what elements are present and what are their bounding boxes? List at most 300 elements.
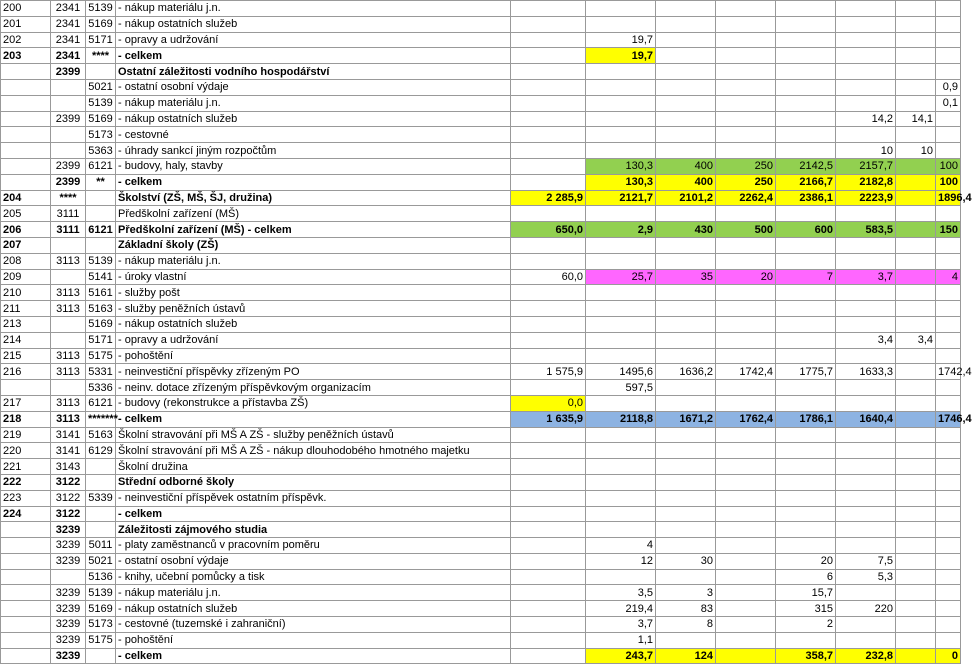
item-cell[interactable]: 5161 xyxy=(86,285,116,301)
value-cell[interactable] xyxy=(656,143,716,159)
value-cell[interactable] xyxy=(511,380,586,396)
value-cell[interactable] xyxy=(896,601,936,617)
paragraph-cell[interactable]: 3122 xyxy=(51,474,86,490)
value-cell[interactable]: 1495,6 xyxy=(586,364,656,380)
value-cell[interactable] xyxy=(656,32,716,48)
value-cell[interactable] xyxy=(776,143,836,159)
description-cell[interactable]: - neinvestiční příspěvky zřízeným PO xyxy=(116,364,511,380)
value-cell[interactable] xyxy=(936,538,961,554)
row-number-cell[interactable]: 211 xyxy=(1,301,51,317)
value-cell[interactable] xyxy=(836,632,896,648)
value-cell[interactable] xyxy=(716,443,776,459)
description-cell[interactable]: - nákup materiálu j.n. xyxy=(116,253,511,269)
value-cell[interactable]: 2121,7 xyxy=(586,190,656,206)
value-cell[interactable]: 597,5 xyxy=(586,380,656,396)
value-cell[interactable] xyxy=(936,253,961,269)
value-cell[interactable] xyxy=(896,506,936,522)
value-cell[interactable] xyxy=(586,569,656,585)
value-cell[interactable] xyxy=(511,617,586,633)
value-cell[interactable] xyxy=(586,490,656,506)
value-cell[interactable] xyxy=(511,237,586,253)
value-cell[interactable] xyxy=(776,474,836,490)
paragraph-cell[interactable]: 3111 xyxy=(51,206,86,222)
value-cell[interactable] xyxy=(716,427,776,443)
value-cell[interactable]: 232,8 xyxy=(836,648,896,664)
value-cell[interactable]: 14,2 xyxy=(836,111,896,127)
value-cell[interactable] xyxy=(896,301,936,317)
paragraph-cell[interactable]: 2399 xyxy=(51,64,86,80)
description-cell[interactable]: - ostatní osobní výdaje xyxy=(116,79,511,95)
value-cell[interactable] xyxy=(586,127,656,143)
value-cell[interactable] xyxy=(776,285,836,301)
value-cell[interactable] xyxy=(896,16,936,32)
value-cell[interactable] xyxy=(716,143,776,159)
value-cell[interactable] xyxy=(511,538,586,554)
value-cell[interactable] xyxy=(511,64,586,80)
description-cell[interactable]: Školství (ZŠ, MŠ, ŠJ, družina) xyxy=(116,190,511,206)
value-cell[interactable] xyxy=(716,474,776,490)
value-cell[interactable] xyxy=(716,459,776,475)
value-cell[interactable]: 15,7 xyxy=(776,585,836,601)
value-cell[interactable] xyxy=(511,601,586,617)
row-number-cell[interactable] xyxy=(1,158,51,174)
value-cell[interactable] xyxy=(716,506,776,522)
value-cell[interactable]: 130,3 xyxy=(586,158,656,174)
value-cell[interactable] xyxy=(936,474,961,490)
value-cell[interactable] xyxy=(776,490,836,506)
value-cell[interactable]: 7,5 xyxy=(836,553,896,569)
value-cell[interactable] xyxy=(896,395,936,411)
value-cell[interactable] xyxy=(656,64,716,80)
value-cell[interactable] xyxy=(896,617,936,633)
value-cell[interactable] xyxy=(586,459,656,475)
item-cell[interactable]: 5136 xyxy=(86,569,116,585)
value-cell[interactable] xyxy=(511,206,586,222)
value-cell[interactable] xyxy=(776,332,836,348)
item-cell[interactable]: 5169 xyxy=(86,16,116,32)
value-cell[interactable]: 583,5 xyxy=(836,222,896,238)
value-cell[interactable] xyxy=(836,301,896,317)
value-cell[interactable] xyxy=(776,32,836,48)
value-cell[interactable]: 35 xyxy=(656,269,716,285)
value-cell[interactable]: 1640,4 xyxy=(836,411,896,427)
value-cell[interactable] xyxy=(936,427,961,443)
item-cell[interactable]: 6121 xyxy=(86,158,116,174)
value-cell[interactable] xyxy=(716,332,776,348)
description-cell[interactable]: Školní stravování při MŠ A ZŠ - nákup dlouhodobého hmotného majetku xyxy=(116,443,511,459)
value-cell[interactable] xyxy=(656,1,716,17)
item-cell[interactable]: 5141 xyxy=(86,269,116,285)
row-number-cell[interactable]: 216 xyxy=(1,364,51,380)
value-cell[interactable] xyxy=(836,538,896,554)
value-cell[interactable] xyxy=(896,569,936,585)
value-cell[interactable]: 2166,7 xyxy=(776,174,836,190)
value-cell[interactable] xyxy=(896,253,936,269)
item-cell[interactable] xyxy=(86,459,116,475)
value-cell[interactable] xyxy=(836,427,896,443)
item-cell[interactable]: **** xyxy=(86,48,116,64)
value-cell[interactable] xyxy=(511,506,586,522)
paragraph-cell[interactable]: 3239 xyxy=(51,632,86,648)
description-cell[interactable]: - služby pošt xyxy=(116,285,511,301)
value-cell[interactable] xyxy=(716,648,776,664)
paragraph-cell[interactable] xyxy=(51,143,86,159)
value-cell[interactable] xyxy=(511,490,586,506)
value-cell[interactable]: 0 xyxy=(936,648,961,664)
item-cell[interactable]: 5173 xyxy=(86,127,116,143)
paragraph-cell[interactable]: 2341 xyxy=(51,32,86,48)
value-cell[interactable] xyxy=(716,111,776,127)
value-cell[interactable]: 2386,1 xyxy=(776,190,836,206)
value-cell[interactable]: 3,4 xyxy=(836,332,896,348)
value-cell[interactable] xyxy=(716,48,776,64)
value-cell[interactable]: 4 xyxy=(586,538,656,554)
value-cell[interactable] xyxy=(896,64,936,80)
value-cell[interactable] xyxy=(511,253,586,269)
value-cell[interactable] xyxy=(836,380,896,396)
paragraph-cell[interactable]: 3113 xyxy=(51,285,86,301)
value-cell[interactable] xyxy=(896,522,936,538)
value-cell[interactable] xyxy=(511,48,586,64)
paragraph-cell[interactable]: 3239 xyxy=(51,601,86,617)
row-number-cell[interactable]: 202 xyxy=(1,32,51,48)
description-cell[interactable]: - celkem xyxy=(116,648,511,664)
row-number-cell[interactable]: 222 xyxy=(1,474,51,490)
value-cell[interactable] xyxy=(836,127,896,143)
paragraph-cell[interactable]: 3141 xyxy=(51,427,86,443)
paragraph-cell[interactable]: 2341 xyxy=(51,1,86,17)
value-cell[interactable] xyxy=(716,553,776,569)
value-cell[interactable] xyxy=(776,127,836,143)
row-number-cell[interactable]: 214 xyxy=(1,332,51,348)
item-cell[interactable]: 6129 xyxy=(86,443,116,459)
value-cell[interactable] xyxy=(511,632,586,648)
paragraph-cell[interactable] xyxy=(51,79,86,95)
value-cell[interactable] xyxy=(716,395,776,411)
value-cell[interactable] xyxy=(776,64,836,80)
value-cell[interactable] xyxy=(836,474,896,490)
value-cell[interactable] xyxy=(656,490,716,506)
value-cell[interactable] xyxy=(896,474,936,490)
paragraph-cell[interactable]: 3113 xyxy=(51,364,86,380)
row-number-cell[interactable]: 207 xyxy=(1,237,51,253)
description-cell[interactable]: Předškolní zařízení (MŠ) xyxy=(116,206,511,222)
value-cell[interactable] xyxy=(586,316,656,332)
row-number-cell[interactable] xyxy=(1,174,51,190)
row-number-cell[interactable] xyxy=(1,522,51,538)
description-cell[interactable]: - cestovné (tuzemské i zahraniční) xyxy=(116,617,511,633)
value-cell[interactable] xyxy=(716,32,776,48)
value-cell[interactable]: 150 xyxy=(936,222,961,238)
value-cell[interactable] xyxy=(896,285,936,301)
item-cell[interactable]: 6121 xyxy=(86,395,116,411)
value-cell[interactable] xyxy=(586,395,656,411)
description-cell[interactable]: Ostatní záležitosti vodního hospodářství xyxy=(116,64,511,80)
value-cell[interactable] xyxy=(776,459,836,475)
value-cell[interactable] xyxy=(656,506,716,522)
value-cell[interactable]: 3,7 xyxy=(586,617,656,633)
value-cell[interactable] xyxy=(586,206,656,222)
value-cell[interactable] xyxy=(776,522,836,538)
item-cell[interactable]: 5139 xyxy=(86,95,116,111)
value-cell[interactable] xyxy=(511,443,586,459)
value-cell[interactable] xyxy=(836,506,896,522)
value-cell[interactable] xyxy=(716,16,776,32)
value-cell[interactable]: 1742,4 xyxy=(936,364,961,380)
row-number-cell[interactable]: 201 xyxy=(1,16,51,32)
item-cell[interactable] xyxy=(86,237,116,253)
value-cell[interactable]: 0,1 xyxy=(936,95,961,111)
value-cell[interactable] xyxy=(656,474,716,490)
value-cell[interactable] xyxy=(896,158,936,174)
paragraph-cell[interactable] xyxy=(51,95,86,111)
value-cell[interactable] xyxy=(896,222,936,238)
value-cell[interactable] xyxy=(511,332,586,348)
paragraph-cell[interactable] xyxy=(51,237,86,253)
value-cell[interactable] xyxy=(776,316,836,332)
value-cell[interactable] xyxy=(656,48,716,64)
item-cell[interactable] xyxy=(86,64,116,80)
value-cell[interactable] xyxy=(716,1,776,17)
value-cell[interactable] xyxy=(936,301,961,317)
row-number-cell[interactable] xyxy=(1,601,51,617)
row-number-cell[interactable] xyxy=(1,617,51,633)
paragraph-cell[interactable]: 3141 xyxy=(51,443,86,459)
row-number-cell[interactable]: 215 xyxy=(1,348,51,364)
row-number-cell[interactable]: 209 xyxy=(1,269,51,285)
value-cell[interactable]: 3 xyxy=(656,585,716,601)
value-cell[interactable] xyxy=(716,348,776,364)
description-cell[interactable]: - opravy a udržování xyxy=(116,32,511,48)
value-cell[interactable]: 2 285,9 xyxy=(511,190,586,206)
paragraph-cell[interactable]: 2399 xyxy=(51,158,86,174)
value-cell[interactable] xyxy=(716,316,776,332)
value-cell[interactable]: 430 xyxy=(656,222,716,238)
value-cell[interactable] xyxy=(511,522,586,538)
paragraph-cell[interactable]: 2399 xyxy=(51,174,86,190)
value-cell[interactable] xyxy=(936,459,961,475)
value-cell[interactable] xyxy=(836,95,896,111)
item-cell[interactable]: 5139 xyxy=(86,585,116,601)
paragraph-cell[interactable] xyxy=(51,269,86,285)
value-cell[interactable]: 6 xyxy=(776,569,836,585)
value-cell[interactable] xyxy=(936,1,961,17)
value-cell[interactable]: 2142,5 xyxy=(776,158,836,174)
value-cell[interactable] xyxy=(776,253,836,269)
row-number-cell[interactable]: 208 xyxy=(1,253,51,269)
item-cell[interactable]: 5336 xyxy=(86,380,116,396)
value-cell[interactable]: 219,4 xyxy=(586,601,656,617)
description-cell[interactable]: - nákup ostatních služeb xyxy=(116,111,511,127)
description-cell[interactable]: - celkem xyxy=(116,411,511,427)
value-cell[interactable] xyxy=(896,79,936,95)
value-cell[interactable] xyxy=(586,95,656,111)
paragraph-cell[interactable]: 3113 xyxy=(51,253,86,269)
value-cell[interactable]: 1,1 xyxy=(586,632,656,648)
value-cell[interactable] xyxy=(586,332,656,348)
paragraph-cell[interactable] xyxy=(51,380,86,396)
value-cell[interactable] xyxy=(511,95,586,111)
description-cell[interactable]: - nákup ostatních služeb xyxy=(116,316,511,332)
value-cell[interactable]: 7 xyxy=(776,269,836,285)
value-cell[interactable] xyxy=(511,32,586,48)
description-cell[interactable]: - celkem xyxy=(116,506,511,522)
description-cell[interactable]: - nákup materiálu j.n. xyxy=(116,95,511,111)
value-cell[interactable] xyxy=(511,79,586,95)
value-cell[interactable] xyxy=(896,32,936,48)
row-number-cell[interactable]: 213 xyxy=(1,316,51,332)
description-cell[interactable]: Předškolní zařízení (MŠ) - celkem xyxy=(116,222,511,238)
value-cell[interactable] xyxy=(716,79,776,95)
value-cell[interactable] xyxy=(776,79,836,95)
value-cell[interactable] xyxy=(716,490,776,506)
description-cell[interactable]: - nákup ostatních služeb xyxy=(116,16,511,32)
value-cell[interactable] xyxy=(896,443,936,459)
value-cell[interactable] xyxy=(511,585,586,601)
item-cell[interactable]: 5173 xyxy=(86,617,116,633)
value-cell[interactable]: 3,5 xyxy=(586,585,656,601)
value-cell[interactable] xyxy=(896,269,936,285)
value-cell[interactable] xyxy=(936,395,961,411)
value-cell[interactable]: 1786,1 xyxy=(776,411,836,427)
value-cell[interactable] xyxy=(936,380,961,396)
paragraph-cell[interactable]: 3239 xyxy=(51,648,86,664)
item-cell[interactable]: 5021 xyxy=(86,79,116,95)
value-cell[interactable] xyxy=(656,253,716,269)
paragraph-cell[interactable]: 3239 xyxy=(51,553,86,569)
value-cell[interactable]: 250 xyxy=(716,158,776,174)
value-cell[interactable]: 2,9 xyxy=(586,222,656,238)
value-cell[interactable]: 1633,3 xyxy=(836,364,896,380)
value-cell[interactable] xyxy=(511,459,586,475)
value-cell[interactable]: 2182,8 xyxy=(836,174,896,190)
item-cell[interactable] xyxy=(86,474,116,490)
value-cell[interactable] xyxy=(936,143,961,159)
row-number-cell[interactable]: 223 xyxy=(1,490,51,506)
row-number-cell[interactable] xyxy=(1,569,51,585)
row-number-cell[interactable]: 210 xyxy=(1,285,51,301)
value-cell[interactable] xyxy=(586,427,656,443)
value-cell[interactable]: 2262,4 xyxy=(716,190,776,206)
row-number-cell[interactable] xyxy=(1,648,51,664)
value-cell[interactable] xyxy=(776,395,836,411)
value-cell[interactable] xyxy=(716,285,776,301)
item-cell[interactable]: 5171 xyxy=(86,32,116,48)
paragraph-cell[interactable]: 3113 xyxy=(51,395,86,411)
value-cell[interactable] xyxy=(716,585,776,601)
paragraph-cell[interactable]: 2341 xyxy=(51,48,86,64)
item-cell[interactable]: 5169 xyxy=(86,111,116,127)
value-cell[interactable] xyxy=(586,237,656,253)
value-cell[interactable] xyxy=(656,16,716,32)
value-cell[interactable] xyxy=(836,16,896,32)
value-cell[interactable]: 12 xyxy=(586,553,656,569)
value-cell[interactable] xyxy=(936,348,961,364)
row-number-cell[interactable] xyxy=(1,111,51,127)
value-cell[interactable] xyxy=(936,32,961,48)
value-cell[interactable] xyxy=(511,16,586,32)
value-cell[interactable] xyxy=(656,348,716,364)
paragraph-cell[interactable]: 2341 xyxy=(51,16,86,32)
value-cell[interactable] xyxy=(511,158,586,174)
row-number-cell[interactable]: 203 xyxy=(1,48,51,64)
paragraph-cell[interactable]: 3113 xyxy=(51,348,86,364)
value-cell[interactable] xyxy=(896,459,936,475)
row-number-cell[interactable] xyxy=(1,143,51,159)
description-cell[interactable]: - úhrady sankcí jiným rozpočtům xyxy=(116,143,511,159)
value-cell[interactable] xyxy=(586,1,656,17)
value-cell[interactable] xyxy=(836,490,896,506)
row-number-cell[interactable] xyxy=(1,632,51,648)
item-cell[interactable]: 5331 xyxy=(86,364,116,380)
value-cell[interactable] xyxy=(936,206,961,222)
description-cell[interactable]: - neinv. dotace zřízeným příspěvkovým organizacím xyxy=(116,380,511,396)
value-cell[interactable] xyxy=(586,443,656,459)
value-cell[interactable] xyxy=(896,427,936,443)
value-cell[interactable]: 2 xyxy=(776,617,836,633)
value-cell[interactable] xyxy=(656,301,716,317)
value-cell[interactable] xyxy=(586,253,656,269)
value-cell[interactable] xyxy=(936,506,961,522)
value-cell[interactable] xyxy=(896,237,936,253)
value-cell[interactable] xyxy=(776,506,836,522)
description-cell[interactable]: - budovy, haly, stavby xyxy=(116,158,511,174)
paragraph-cell[interactable] xyxy=(51,316,86,332)
value-cell[interactable] xyxy=(776,632,836,648)
value-cell[interactable] xyxy=(776,111,836,127)
value-cell[interactable] xyxy=(936,522,961,538)
value-cell[interactable]: 1896,4 xyxy=(936,190,961,206)
value-cell[interactable] xyxy=(716,538,776,554)
value-cell[interactable] xyxy=(836,48,896,64)
paragraph-cell[interactable]: 3111 xyxy=(51,222,86,238)
item-cell[interactable]: ** xyxy=(86,174,116,190)
value-cell[interactable]: 30 xyxy=(656,553,716,569)
value-cell[interactable]: 20 xyxy=(776,553,836,569)
value-cell[interactable] xyxy=(511,474,586,490)
value-cell[interactable] xyxy=(511,1,586,17)
paragraph-cell[interactable]: **** xyxy=(51,190,86,206)
value-cell[interactable] xyxy=(836,585,896,601)
value-cell[interactable] xyxy=(656,285,716,301)
item-cell[interactable]: 5163 xyxy=(86,301,116,317)
value-cell[interactable] xyxy=(936,617,961,633)
value-cell[interactable] xyxy=(656,459,716,475)
paragraph-cell[interactable]: 3239 xyxy=(51,522,86,538)
value-cell[interactable] xyxy=(716,569,776,585)
value-cell[interactable] xyxy=(936,237,961,253)
paragraph-cell[interactable]: 3143 xyxy=(51,459,86,475)
value-cell[interactable] xyxy=(776,538,836,554)
row-number-cell[interactable] xyxy=(1,64,51,80)
value-cell[interactable] xyxy=(776,380,836,396)
value-cell[interactable] xyxy=(511,174,586,190)
value-cell[interactable] xyxy=(836,459,896,475)
value-cell[interactable] xyxy=(936,569,961,585)
value-cell[interactable] xyxy=(716,301,776,317)
value-cell[interactable] xyxy=(586,506,656,522)
value-cell[interactable] xyxy=(511,553,586,569)
value-cell[interactable] xyxy=(656,127,716,143)
row-number-cell[interactable]: 220 xyxy=(1,443,51,459)
description-cell[interactable]: - pohoštění xyxy=(116,632,511,648)
value-cell[interactable] xyxy=(511,301,586,317)
value-cell[interactable] xyxy=(776,1,836,17)
paragraph-cell[interactable]: 2399 xyxy=(51,111,86,127)
row-number-cell[interactable] xyxy=(1,95,51,111)
value-cell[interactable] xyxy=(896,490,936,506)
value-cell[interactable] xyxy=(936,16,961,32)
